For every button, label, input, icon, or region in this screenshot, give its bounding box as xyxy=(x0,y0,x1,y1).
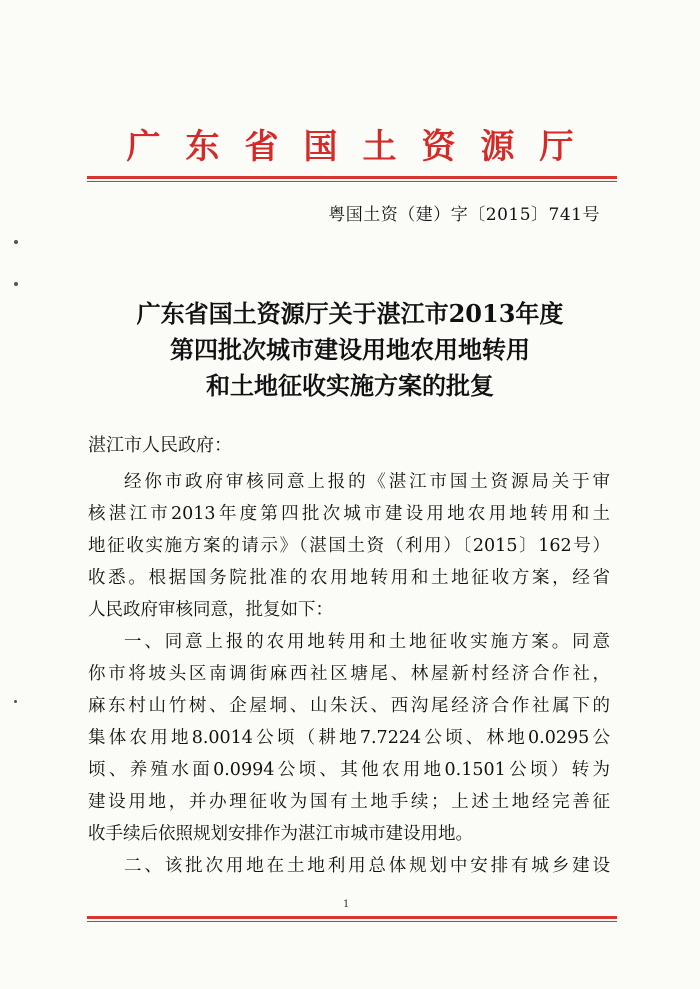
paragraph-3 xyxy=(88,850,610,882)
header-rule-thin xyxy=(87,181,617,182)
punch-mark xyxy=(14,282,18,286)
paragraph-2 xyxy=(88,626,610,850)
text-line: 经你市政府审核同意上报的《湛江市国土资源局关于审 xyxy=(124,472,610,492)
text-line: 核湛江市2013年度第四批次城市建设用地农用地转用和土 xyxy=(88,504,610,524)
punch-mark xyxy=(14,240,18,244)
text-line: 收悉。根据国务院批准的农用地转用和土地征收方案，经省 xyxy=(88,568,610,588)
paragraph-1 xyxy=(88,466,610,626)
punch-mark xyxy=(14,700,17,703)
text-line: 集体农用地8.0014公顷（耕地7.7224公顷、林地0.0295公 xyxy=(88,728,610,748)
text-line: 一、同意上报的农用地转用和土地征收实施方案。同意 xyxy=(124,632,610,652)
text-line: 二、该批次用地在土地利用总体规划中安排有城乡建设 xyxy=(124,856,610,876)
header-rule-thick xyxy=(87,176,617,179)
text-line: 你市将坡头区南调街麻西社区塘尾、林屋新村经济合作社， xyxy=(88,664,610,684)
text-line: 建设用地，并办理征收为国有土地手续；上述土地经完善征 xyxy=(88,792,610,812)
page-number: 1 xyxy=(343,899,350,910)
text-line: 顷、养殖水面0.0994公顷、其他农用地0.1501公顷）转为 xyxy=(88,760,610,780)
title-line: 广东省国土资源厅关于湛江市2013年度 xyxy=(136,299,564,328)
title-line: 和土地征收实施方案的批复 xyxy=(206,371,494,400)
footer-rule-thick xyxy=(87,916,617,919)
text-line: 麻东村山竹树、企屋垌、山朱沃、西沟尾经济合作社属下的 xyxy=(88,696,610,716)
text-line: 地征收实施方案的请示》（湛国土资（利用）〔2015〕162号） xyxy=(88,536,610,556)
title-line: 第四批次城市建设用地农用地转用 xyxy=(170,335,530,364)
salutation: 湛江市人民政府： xyxy=(88,435,232,456)
text-line: 人民政府审核同意，批复如下： xyxy=(88,600,333,620)
document-title xyxy=(80,296,620,404)
text-line: 收手续后依照规划安排作为湛江市城市建设用地。 xyxy=(88,824,473,844)
footer-rule-thin xyxy=(87,921,617,922)
organization-header: 广东省国土资源厅 xyxy=(126,127,599,167)
document-number: 粤国土资（建）字〔2015〕741号 xyxy=(328,205,600,225)
